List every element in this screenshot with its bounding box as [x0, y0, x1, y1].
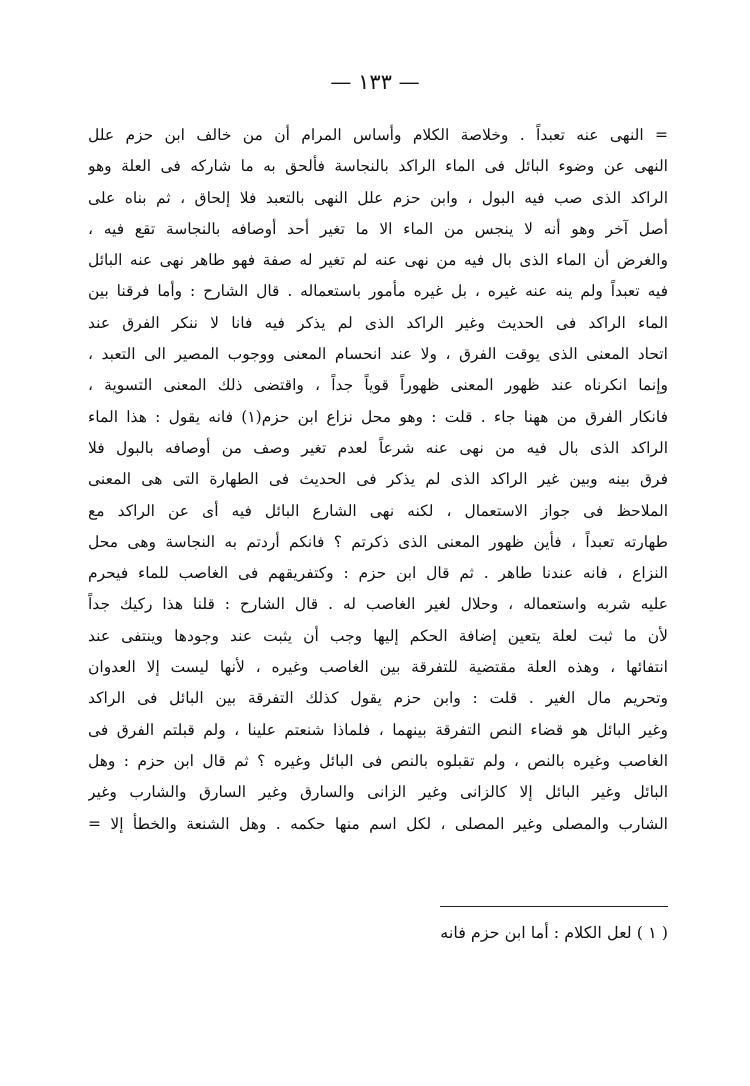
footnote-divider [440, 906, 668, 907]
text-line: انتفائها ، وهذه العلة مقتضية للتفرقة بين الغاصب وغيره ، لأنها ليست إلا العدوان [88, 658, 668, 677]
text-line: طهارته تعبداً ، فأين ظهور المعنى الذى ذكرتم ؟ فانكم أردتم به النجاسة وهى محل [88, 532, 668, 551]
text-line: والغرض أن الماء الذى بال فيه من نهى عنه لم تغير له صفة فهو طاهر نهى عنه البائل [88, 251, 668, 270]
text-line: فانكار الفرق من ههنا جاء . قلت : وهو محل نزاع ابن حزم(١) فانه يقول : هذا الماء [88, 407, 668, 426]
main-text-block [88, 120, 668, 840]
text-line: النزاع ، فانه عندنا طاهر . ثم قال ابن حزم : وكتفريقهم فى الغاصب للماء فيحرم [88, 564, 668, 583]
text-line: فيه تعبداً ولم ينه عنه غيره ، بل غيره مأمور باستعماله . قال الشارح : وأما فرقنا بين [88, 282, 668, 301]
text-line: اتحاد المعنى الذى يوقت الفرق ، ولا عند انحسام المعنى ووجوب المصير الى التعبد ، [88, 345, 668, 364]
text-line: وإنما انكرناه عند ظهور المعنى ظهوراً قوياً جداً ، واقتضى ذلك المعنى التسوية ، [88, 376, 668, 395]
text-line: فرق بينه وبين غير الراكد الذى لم يذكر فى الحديث فى الطهارة التى هى المعنى [88, 470, 668, 489]
text-line: الغاصب وغيره بالنص ، ولم تقبلوه بالنص فى البائل وغيره ؟ ثم قال ابن حزم : وهل [88, 751, 668, 770]
text-line: الراكد الذى بال فيه من نهى عنه شرعاً لعدم تغير وصف من أوصافه بالبول فلا [88, 438, 668, 457]
text-line: أصل آخر وهو أنه لا ينجس من الماء الا ما تغير أحد أوصافه بالنجاسة تقع فيه ، [88, 219, 668, 238]
text-line: الملاحظ فى جواز الاستعمال ، لكنه نهى الشارع البائل فيه أى عن الراكد مع [88, 501, 668, 520]
text-line: = النهى عنه تعبداً . وخلاصة الكلام وأساس المرام أن من خالف ابن حزم علل [88, 126, 668, 144]
footnote: ( ١ ) لعل الكلام : أما ابن حزم فانه [440, 923, 668, 942]
text-line: عليه شربه واستعماله ، وحلال لغير الغاصب له . قال الشارح : قلنا هذا ركيك جداً [88, 595, 668, 614]
page-number: — ١٣٣ — [330, 70, 420, 94]
text-line: وغير البائل هو قضاء النص التفرقة بينهما ، فلماذا شنعتم علينا ، ولم قبلتم الفرق فى [88, 720, 668, 739]
text-line: البائل وغير البائل إلا كالزانى وغير الزانى والسارق وغير السارق والشارب وغير [88, 783, 668, 802]
text-line: الراكد الذى صب فيه البول ، وابن حزم علل النهى بالتعبد فلا إلحاق ، ثم بناه على [88, 188, 668, 207]
text-line: وتحريم مال الغير . قلت : وابن حزم يقول كذلك التفرقة بين البائل فى الراكد [88, 689, 668, 708]
text-line: النهى عن وضوء البائل فى الماء الراكد بالنجاسة فألحق به ما شاركه فى العلة وهو [88, 157, 668, 176]
text-line: الماء الراكد فى الحديث وغير الراكد الذى لم يذكر فيه فانا لا ننكر الفرق عند [88, 313, 668, 332]
text-line: لأن ما ثبت لعلة يتعين إضافة الحكم إليها وجب أن يثبت عند وجودها وينتفى عند [88, 626, 668, 645]
text-line: الشارب والمصلى وغير المصلى ، لكل اسم منها حكمه . وهل الشنعة والخطأ إلا = [88, 814, 668, 833]
